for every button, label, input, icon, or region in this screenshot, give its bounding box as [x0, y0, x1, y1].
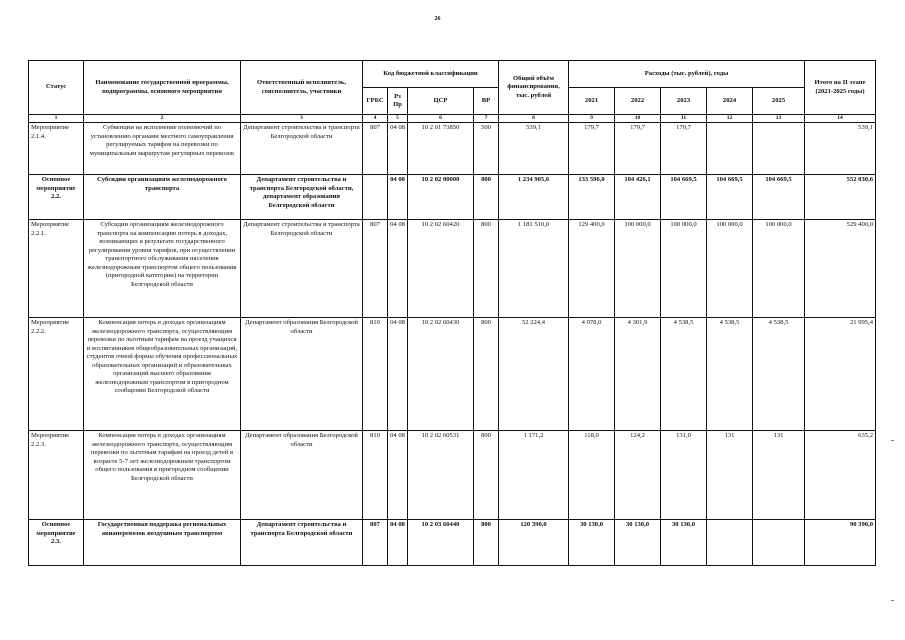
- row-total: 52 224,4: [499, 318, 569, 431]
- row-responsible: Департамент образования Белгородской области: [241, 318, 363, 431]
- header-row-top: [29, 61, 876, 88]
- column-number: 1: [29, 115, 84, 123]
- row-total: 120 390,0: [499, 520, 569, 566]
- row-csr: 10 2 02 60420: [408, 220, 474, 318]
- header-total-volume: Общий объём финансирования, тыс. рублей: [499, 61, 569, 115]
- row-responsible: Департамент строительства и транспорта Белгородской области: [241, 123, 363, 175]
- header-year-2023: 2023: [661, 88, 707, 115]
- row-csr: 10 2 02 60531: [408, 431, 474, 520]
- row-2024: 100 000,0: [707, 220, 753, 318]
- header-code-group: Код бюджетной классификации: [363, 61, 499, 88]
- row-2024: [707, 520, 753, 566]
- row-2022: 30 130,0: [615, 520, 661, 566]
- row-total: 1 234 905,6: [499, 175, 569, 220]
- column-number: 5: [388, 115, 408, 123]
- row-stage-total: 21 995,4: [805, 318, 876, 431]
- row-2023: 30 130,0: [661, 520, 707, 566]
- row-stage-total: 552 030,6: [805, 175, 876, 220]
- table-row: [29, 520, 876, 566]
- budget-table: [28, 60, 876, 566]
- row-2023: 100 000,0: [661, 220, 707, 318]
- row-2025: 4 538,5: [753, 318, 805, 431]
- row-csr: 10 2 02 60430: [408, 318, 474, 431]
- row-rzpr: 04 08: [388, 520, 408, 566]
- row-rzpr: 04 08: [388, 175, 408, 220]
- row-name: Субсидии организациям железнодорожного транспорта: [84, 175, 241, 220]
- row-2025: [753, 123, 805, 175]
- row-responsible: Департамент образования Белгородской области: [241, 431, 363, 520]
- row-2024: 104 669,5: [707, 175, 753, 220]
- row-responsible: Департамент строительства и транспорта Белгородской области: [241, 520, 363, 566]
- header-year-2022: 2022: [615, 88, 661, 115]
- row-name: Государственная поддержка региональных авиаперевозок воздушным транспортом: [84, 520, 241, 566]
- row-csr: 10 2 02 00000: [408, 175, 474, 220]
- column-number: 14: [805, 115, 876, 123]
- row-name: Компенсация потерь в доходах организациям железнодорожного транспорта, осуществляющим перевозки по льготным тарифам на проезд учащихся и воспитанников общеобразовательных организаций, студентов очной формы обучения профессиональных образовательных организаций и образовательных организаций высшего образования железнодорожным транспортом в пригородном сообщении Белгородской области: [84, 318, 241, 431]
- column-number: 13: [753, 115, 805, 123]
- header-rzpr: Рз Пр: [388, 88, 408, 115]
- column-number-row: [29, 115, 876, 123]
- table-row: [29, 220, 876, 318]
- column-number: 10: [615, 115, 661, 123]
- row-2025: 100 000,0: [753, 220, 805, 318]
- row-rzpr: 04 08: [388, 318, 408, 431]
- row-total: 1 181 510,0: [499, 220, 569, 318]
- row-grbs: 807: [363, 123, 388, 175]
- header-status: Статус: [29, 61, 84, 115]
- row-2025: 104 669,5: [753, 175, 805, 220]
- row-responsible: Департамент строительства и транспорта Белгородской области, департамент образования Белгородской области: [241, 175, 363, 220]
- row-grbs: 807: [363, 220, 388, 318]
- row-2025: [753, 520, 805, 566]
- header-csr: ЦСР: [408, 88, 474, 115]
- row-status: Основное мероприятие 2.3.: [29, 520, 84, 566]
- row-2022: 179,7: [615, 123, 661, 175]
- row-name: Компенсация потерь в доходах организациям железнодорожного транспорта, осуществляющим перевозки по льготным тарифам на проезд детей в возрасте 5-7 лет железнодорожным транспортом общего пользования в пригородном сообщении Белгородской области: [84, 431, 241, 520]
- row-2023: 4 538,5: [661, 318, 707, 431]
- header-vr: ВР: [474, 88, 499, 115]
- header-expenses-group: Расходы (тыс. рублей), годы: [569, 61, 805, 88]
- row-2021: 30 130,0: [569, 520, 615, 566]
- row-2022: 124,2: [615, 431, 661, 520]
- table-row: [29, 123, 876, 175]
- row-status: Мероприятие 2.2.3.: [29, 431, 84, 520]
- row-2021: 129 400,0: [569, 220, 615, 318]
- scan-mark: [891, 440, 894, 441]
- row-vr: 800: [474, 175, 499, 220]
- header-year-2024: 2024: [707, 88, 753, 115]
- row-stage-total: 539,1: [805, 123, 876, 175]
- header-responsible: Ответственный исполнитель, соисполнитель, участники: [241, 61, 363, 115]
- row-csr: 10 2 01 73850: [408, 123, 474, 175]
- row-2023: 131,0: [661, 431, 707, 520]
- row-grbs: [363, 175, 388, 220]
- row-status: Мероприятие 2.2.1.: [29, 220, 84, 318]
- column-number: 11: [661, 115, 707, 123]
- row-grbs: 810: [363, 431, 388, 520]
- row-rzpr: 04 08: [388, 431, 408, 520]
- column-number: 6: [408, 115, 474, 123]
- column-number: 4: [363, 115, 388, 123]
- row-rzpr: 04 08: [388, 220, 408, 318]
- row-2022: 104 426,1: [615, 175, 661, 220]
- row-vr: 800: [474, 318, 499, 431]
- row-name: Субсидии организациям железнодорожного транспорта на компенсацию потерь в доходах, возникающих в результате государственного регулирования уровня тарифов, при осуществлении транспортного обслуживания населения железнодорожным транспортом общего пользования (пригородной категории) на территории Белгородской области: [84, 220, 241, 318]
- row-rzpr: 04 08: [388, 123, 408, 175]
- header-year-2021: 2021: [569, 88, 615, 115]
- row-status: Основное мероприятие 2.2.: [29, 175, 84, 220]
- row-2023: 104 669,5: [661, 175, 707, 220]
- row-vr: 800: [474, 431, 499, 520]
- row-stage-total: 90 390,0: [805, 520, 876, 566]
- row-2022: 4 301,9: [615, 318, 661, 431]
- column-number: 3: [241, 115, 363, 123]
- row-2024: 131: [707, 431, 753, 520]
- table-row: [29, 318, 876, 431]
- column-number: 9: [569, 115, 615, 123]
- row-vr: 500: [474, 123, 499, 175]
- row-total: 1 171,2: [499, 431, 569, 520]
- row-status: Мероприятие 2.1.4.: [29, 123, 84, 175]
- row-2021: 133 596,0: [569, 175, 615, 220]
- column-number: 7: [474, 115, 499, 123]
- row-stage-total: 635,2: [805, 431, 876, 520]
- row-2021: 4 078,0: [569, 318, 615, 431]
- row-grbs: 810: [363, 318, 388, 431]
- column-number: 12: [707, 115, 753, 123]
- row-2021: 118,0: [569, 431, 615, 520]
- row-grbs: 807: [363, 520, 388, 566]
- row-2024: 4 538,5: [707, 318, 753, 431]
- row-2025: 131: [753, 431, 805, 520]
- header-stage-total: Итого на II этапе (2021-2025 годы): [805, 61, 876, 115]
- row-2021: 179,7: [569, 123, 615, 175]
- row-status: Мероприятие 2.2.2.: [29, 318, 84, 431]
- table-row: [29, 431, 876, 520]
- table-row: [29, 175, 876, 220]
- scan-mark: [891, 600, 894, 601]
- row-2022: 100 000,0: [615, 220, 661, 318]
- row-stage-total: 529 400,0: [805, 220, 876, 318]
- row-2024: [707, 123, 753, 175]
- row-vr: 800: [474, 220, 499, 318]
- row-vr: 800: [474, 520, 499, 566]
- row-csr: 10 2 03 60440: [408, 520, 474, 566]
- row-2023: 179,7: [661, 123, 707, 175]
- header-year-2025: 2025: [753, 88, 805, 115]
- column-number: 2: [84, 115, 241, 123]
- column-number: 8: [499, 115, 569, 123]
- row-name: Субвенции на исполнение полномочий по установлению органами местного самоуправления регулируемых тарифов на перевозки по муниципальным маршрутам регулярных перевозок: [84, 123, 241, 175]
- row-responsible: Департамент строительства и транспорта Белгородской области: [241, 220, 363, 318]
- header-grbs: ГРБС: [363, 88, 388, 115]
- row-total: 539,1: [499, 123, 569, 175]
- header-name: Наименование государственной программы, подпрограммы, основного мероприятия: [84, 61, 241, 115]
- page-number: 26: [434, 16, 441, 22]
